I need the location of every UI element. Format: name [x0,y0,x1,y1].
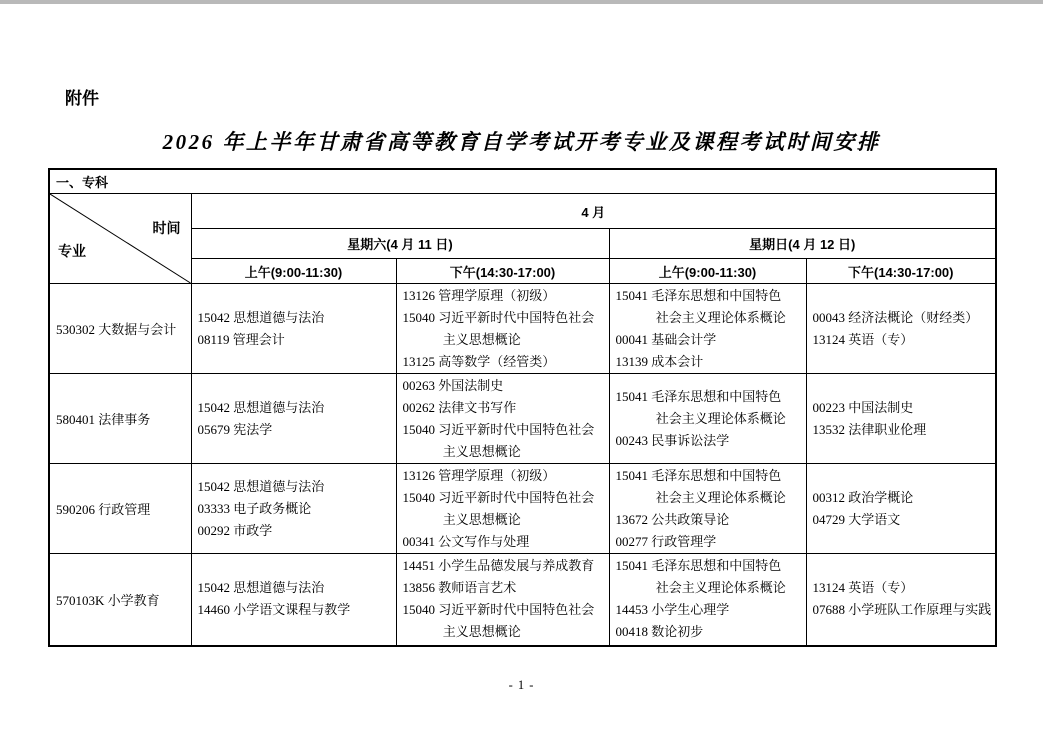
course-entry-line: 15041 毛泽东思想和中国特色 [615,287,782,303]
session-header-sun-pm: 下午(14:30-17:00) [806,259,996,284]
day-header-row [49,229,996,259]
course-entry-line: 13139 成本会计 [615,353,704,369]
course-entry-line: 07688 小学班队工作原理与实践 [812,602,992,618]
course-entry-line: 04729 大学语文 [812,511,901,527]
course-cell [396,374,609,464]
exam-schedule-table [48,168,997,647]
course-entry-line: 15042 思想道德与法治 [197,309,325,325]
course-entry-line: 13124 英语（专） [812,331,914,347]
course-entry-line: 13125 高等数学（经管类） [402,353,556,369]
course-cell [609,464,806,554]
course-entry-line: 13532 法律职业伦理 [812,421,927,437]
course-entry-line: 15041 毛泽东思想和中国特色 [615,388,782,404]
course-cell [191,374,396,464]
course-cell [191,284,396,374]
table-row [49,464,996,554]
course-cell [806,554,996,646]
course-entry-line: 00277 行政管理学 [615,533,717,549]
course-entry-line: 00418 数论初步 [615,624,704,640]
major-cell: 530302 大数据与会计 [49,284,191,374]
course-cell [396,464,609,554]
course-entry-line: 14453 小学生心理学 [615,602,730,618]
course-cell [609,374,806,464]
course-entry-line: 13126 管理学原理（初级） [402,467,556,483]
course-entry-line: 00312 政治学概论 [812,489,914,505]
schedule-body [49,169,996,646]
course-entry-line: 主义思想概论 [442,624,521,640]
major-cell: 590206 行政管理 [49,464,191,554]
course-entry-line: 15040 习近平新时代中国特色社会 [402,602,595,618]
course-entry-line: 15040 习近平新时代中国特色社会 [402,421,595,437]
saturday-header: 星期六(4 月 11 日) [191,229,609,259]
window-top-edge [0,0,1043,4]
course-entry-line: 主义思想概论 [442,443,521,459]
course-entry-line: 社会主义理论体系概论 [655,489,786,505]
major-cell: 570103K 小学教育 [49,554,191,646]
diagonal-divider [50,194,191,283]
table-row [49,554,996,646]
month-header: 4 月 [191,194,996,229]
corner-major-label: 专业 [58,243,86,259]
section-title: 一、专科 [49,169,996,194]
course-entry-line: 00292 市政学 [197,522,273,538]
attachment-label: 附件 [65,89,99,108]
course-cell [609,554,806,646]
course-entry-line: 社会主义理论体系概论 [655,580,786,596]
course-entry-line: 13124 英语（专） [812,580,914,596]
table-row [49,374,996,464]
course-entry-line: 社会主义理论体系概论 [655,410,786,426]
session-header-row [49,259,996,284]
course-entry-line: 15041 毛泽东思想和中国特色 [615,467,782,483]
table-row [49,284,996,374]
course-cell [191,554,396,646]
course-entry-line: 00263 外国法制史 [402,377,504,393]
course-cell [609,284,806,374]
course-entry-line: 00041 基础会计学 [615,331,717,347]
course-entry-line: 03333 电子政务概论 [197,500,312,516]
course-entry-line: 00341 公文写作与处理 [402,533,530,549]
course-entry-line: 15042 思想道德与法治 [197,478,325,494]
course-entry-line: 00043 经济法概论（财经类） [812,309,979,325]
course-entry-line: 08119 管理会计 [197,331,285,347]
course-entry-line: 主义思想概论 [442,511,521,527]
course-cell [191,464,396,554]
corner-header-cell [49,194,191,284]
session-header-sun-am: 上午(9:00-11:30) [609,259,806,284]
course-entry-line: 15040 习近平新时代中国特色社会 [402,309,595,325]
sunday-header: 星期日(4 月 12 日) [609,229,996,259]
course-entry-line: 13672 公共政策导论 [615,511,730,527]
course-entry-line: 14451 小学生品德发展与养成教育 [402,558,595,574]
course-entry-line: 00262 法律文书写作 [402,399,517,415]
session-header-sat-pm: 下午(14:30-17:00) [396,259,609,284]
course-entry-line: 05679 宪法学 [197,421,273,437]
course-cell [806,374,996,464]
session-header-sat-am: 上午(9:00-11:30) [191,259,396,284]
section-row [49,169,996,194]
course-cell [806,284,996,374]
course-entry-line: 15042 思想道德与法治 [197,399,325,415]
course-entry-line: 13856 教师语言艺术 [402,580,517,596]
course-entry-line: 00223 中国法制史 [812,399,914,415]
course-entry-line: 15040 习近平新时代中国特色社会 [402,489,595,505]
course-entry-line: 13126 管理学原理（初级） [402,287,556,303]
course-entry-line: 社会主义理论体系概论 [655,309,786,325]
document-title: 2026 年上半年甘肃省高等教育自学考试开考专业及课程考试时间安排 [162,130,881,154]
page-number: - 1 - [508,678,535,692]
course-cell [396,284,609,374]
major-cell: 580401 法律事务 [49,374,191,464]
course-entry-line: 15041 毛泽东思想和中国特色 [615,558,782,574]
course-entry-line: 14460 小学语文课程与教学 [197,602,351,618]
course-cell [396,554,609,646]
month-header-row [49,194,996,229]
course-entry-line: 主义思想概论 [442,331,521,347]
corner-time-label: 时间 [152,220,181,236]
course-entry-line: 15042 思想道德与法治 [197,580,325,596]
course-cell [806,464,996,554]
course-entry-line: 00243 民事诉讼法学 [615,432,730,448]
